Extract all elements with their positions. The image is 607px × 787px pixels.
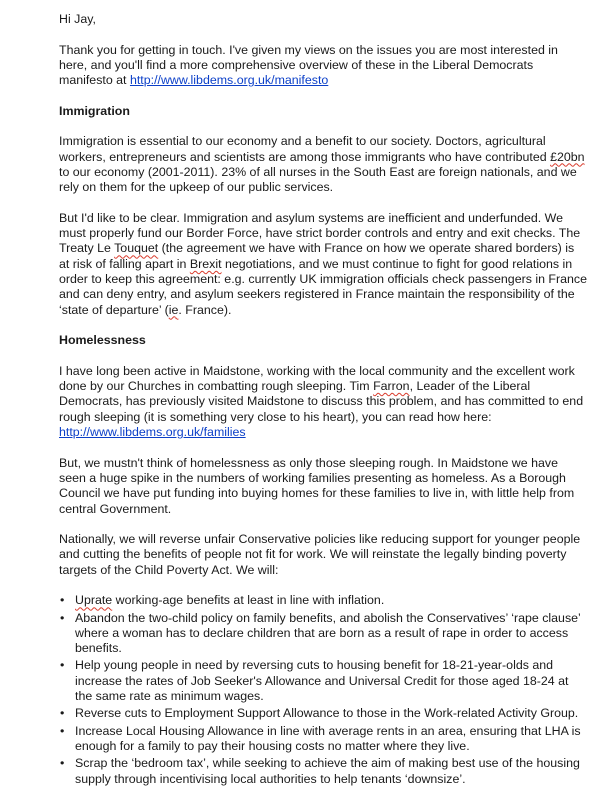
manifesto-link[interactable]: http://www.libdems.org.uk/manifesto — [129, 73, 329, 88]
text-segment: to our economy (2001-2011). 23% of all nurses in the South East are foreign nationals, and we rely on them for the upkeep of our public services. — [59, 164, 577, 195]
text-segment: Immigration is essential to our economy and a benefit to our society. Doctors, agricultural workers, entrepreneurs and scientists are among those immigrants who have contributed — [59, 134, 551, 164]
policy-bullet-list — [59, 593, 587, 787]
spellcheck-flagged-word: Touquet — [114, 241, 159, 256]
families-link[interactable]: http://www.libdems.org.uk/families — [59, 425, 246, 440]
immigration-paragraph-2 — [59, 211, 587, 318]
immigration-heading: Immigration — [59, 103, 130, 118]
spellcheck-flagged-word: ie — [168, 302, 179, 317]
spellcheck-flagged-word: Uprate — [75, 593, 113, 608]
text-segment: , Leader of the Liberal Democrats, has previously visited Maidstone to discuss this problem, and has committed to end rough sleeping (it is something very close to his heart), you can read how here: — [59, 379, 584, 424]
text-segment: . France). — [178, 302, 232, 317]
spellcheck-flagged-word: Brexit — [189, 256, 222, 271]
intro-paragraph — [59, 43, 587, 89]
text-segment: working-age benefits at least in line with inflation. — [112, 593, 385, 608]
homelessness-paragraph-3: Nationally, we will reverse unfair Conservative policies like reducing support for younger people and cutting the benefits of people not fit for work. We will reinstate the legally binding poverty targets of the Child Poverty Act. We will: — [59, 532, 581, 577]
spellcheck-flagged-word: Farron — [373, 379, 410, 394]
list-item: • Abandon the two-child policy on family benefits, and abolish the Conservatives’ ‘rape clause’ where a woman has to declare children that are born as a result of rape in order to access benefits. — [75, 611, 587, 657]
text-segment: I have long been active in Maidstone, working with the local community and the excellent work done by our Churches in combatting rough sleeping. Tim — [59, 363, 575, 394]
list-item: • Increase Local Housing Allowance in line with average rents in an area, ensuring that LHA is enough for a family to pay their housing costs no matter where they live. — [75, 724, 587, 755]
immigration-paragraph-1 — [59, 134, 587, 195]
text-segment: negotiations, and we must continue to fight for good relations in order to keep this agreement: e.g. currently UK immigration officials check passengers in France and can deny entry, and asylum seekers registered in France maintain the responsibility of the ‘state of departure’ ( — [59, 256, 587, 317]
homelessness-paragraph-2: But, we mustn't think of homelessness as only those sleeping rough. In Maidstone we have seen a huge spike in the numbers of working families presenting as homeless. As a Borough Council we have put funding into buying homes for these families to live in, with little help from central Government. — [59, 455, 575, 516]
homelessness-paragraph-1 — [59, 364, 587, 440]
homelessness-heading: Homelessness — [59, 333, 146, 348]
text-segment: (the agreement we have with France on how we operate shared borders) is at risk of falling apart in — [59, 241, 575, 271]
list-item: • Reverse cuts to Employment Support Allowance to those in the Work-related Activity Group. — [75, 706, 587, 721]
intro-text: Thank you for getting in touch. I've given my views on the issues you are most interested in here, and you'll find a more comprehensive overview of these in the Liberal Democrats manifesto at — [59, 42, 558, 88]
list-item: • Scrap the ‘bedroom tax’, while seeking to achieve the aim of making best use of the housing supply through incentivising local authorities to help tenants ‘downsize’. — [75, 756, 587, 787]
list-item — [75, 593, 587, 608]
greeting: Hi Jay, — [59, 12, 96, 26]
spellcheck-flagged-word: £20bn — [550, 149, 585, 164]
list-item: • Help young people in need by reversing cuts to housing benefit for 18-21-year-olds and increase the rates of Job Seeker's Allowance and Universal Credit for those aged 18-24 at the same rate as minimum wages. — [75, 658, 587, 704]
text-segment: But I'd like to be clear. Immigration and asylum systems are inefficient and underfunded. We must properly fund our Border Force, have strict border controls and entry and exit checks. The Treaty Le — [59, 210, 581, 256]
